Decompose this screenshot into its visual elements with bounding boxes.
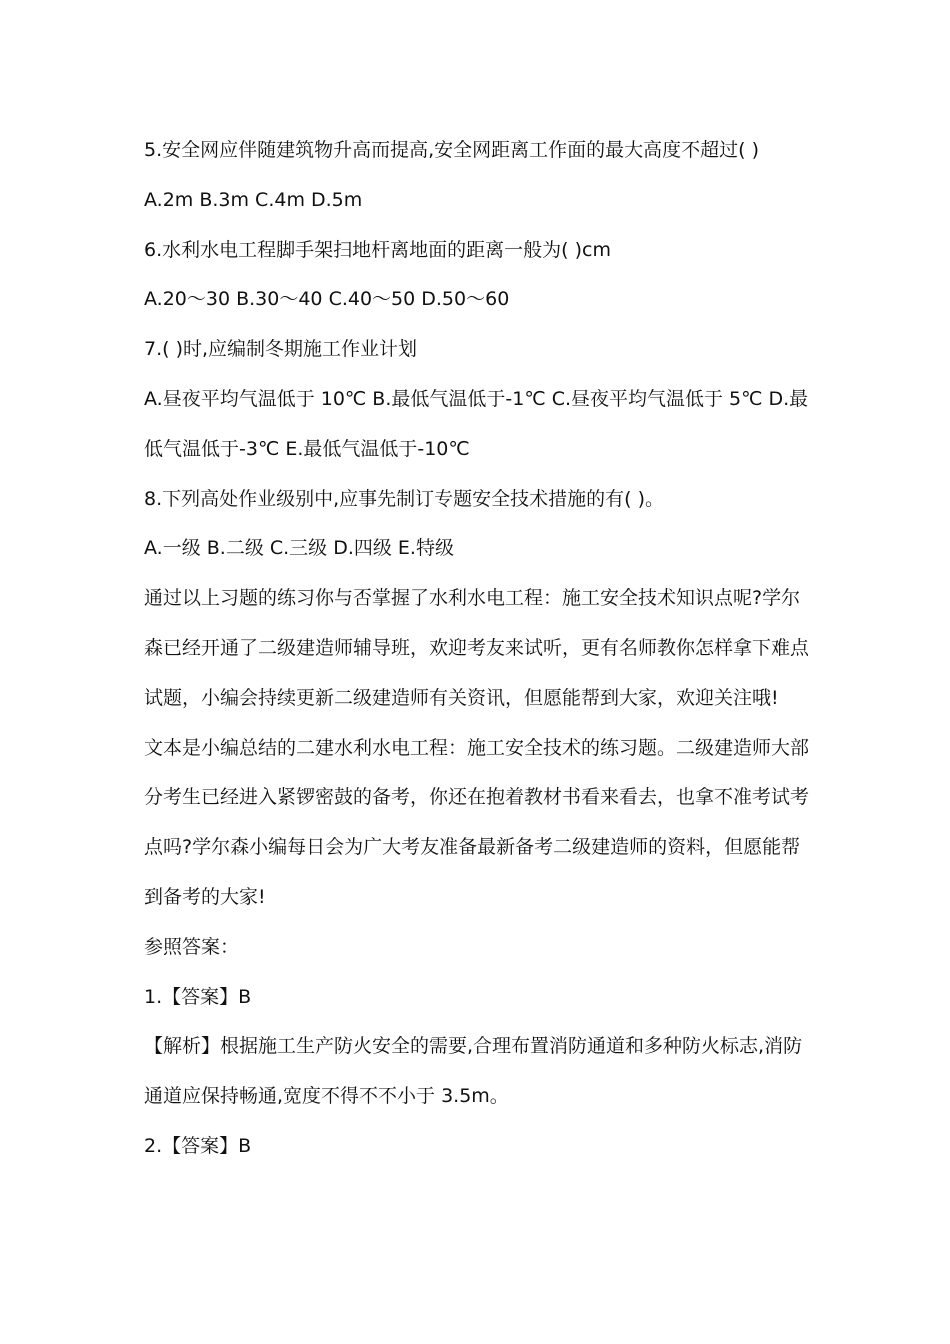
question-6: 6.水利水电工程脚手架扫地杆离地面的距离一般为( )cm <box>144 238 611 261</box>
question-5-options: A.2m B.3m C.4m D.5m <box>144 188 363 211</box>
closing-paragraph-2: 文本是小编总结的二建水利水电工程：施工安全技术的练习题。二级建造师大部分考生已经进入紧锣密鼓的备考，你还在抱着教材书看来看去，也拿不准考试考点吗?学尔森小编每日会为广大考友准备最新备考二级建造师的资料，但愿能帮到备考的大家! <box>144 736 810 908</box>
question-7-options: A.昼夜平均气温低于 10℃ B.最低气温低于-1℃ C.昼夜平均气温低于 5℃ D.最低气温低于-3℃ E.最低气温低于-10℃ <box>144 387 809 460</box>
answer-2: 2.【答案】B <box>144 1134 252 1157</box>
document-body <box>144 126 810 1172</box>
question-8: 8.下列高处作业级别中,应事先制订专题安全技术措施的有( )。 <box>144 487 665 510</box>
closing-paragraph-1: 通过以上习题的练习你与否掌握了水利水电工程：施工安全技术知识点呢?学尔森已经开通了二级建造师辅导班，欢迎考友来试听，更有名师教你怎样拿下难点试题，小编会持续更新二级建造师有关资讯，但愿能帮到大家，欢迎关注哦! <box>144 587 810 709</box>
question-8-options: A.一级 B.二级 C.三级 D.四级 E.特级 <box>144 537 454 560</box>
question-5: 5.安全网应伴随建筑物升高而提高,安全网距离工作面的最大高度不超过( ) <box>144 139 760 161</box>
answer-1-explanation: 【解析】根据施工生产防火安全的需要,合理布置消防通道和多种防火标志,消防通道应保持畅通,宽度不得不不小于 3.5m。 <box>144 1035 803 1108</box>
question-6-options: A.20～30 B.30～40 C.40～50 D.50～60 <box>144 288 510 311</box>
answer-1: 1.【答案】B <box>144 985 252 1008</box>
answers-heading: 参照答案： <box>144 935 240 958</box>
question-7: 7.( )时,应编制冬期施工作业计划 <box>144 338 418 361</box>
